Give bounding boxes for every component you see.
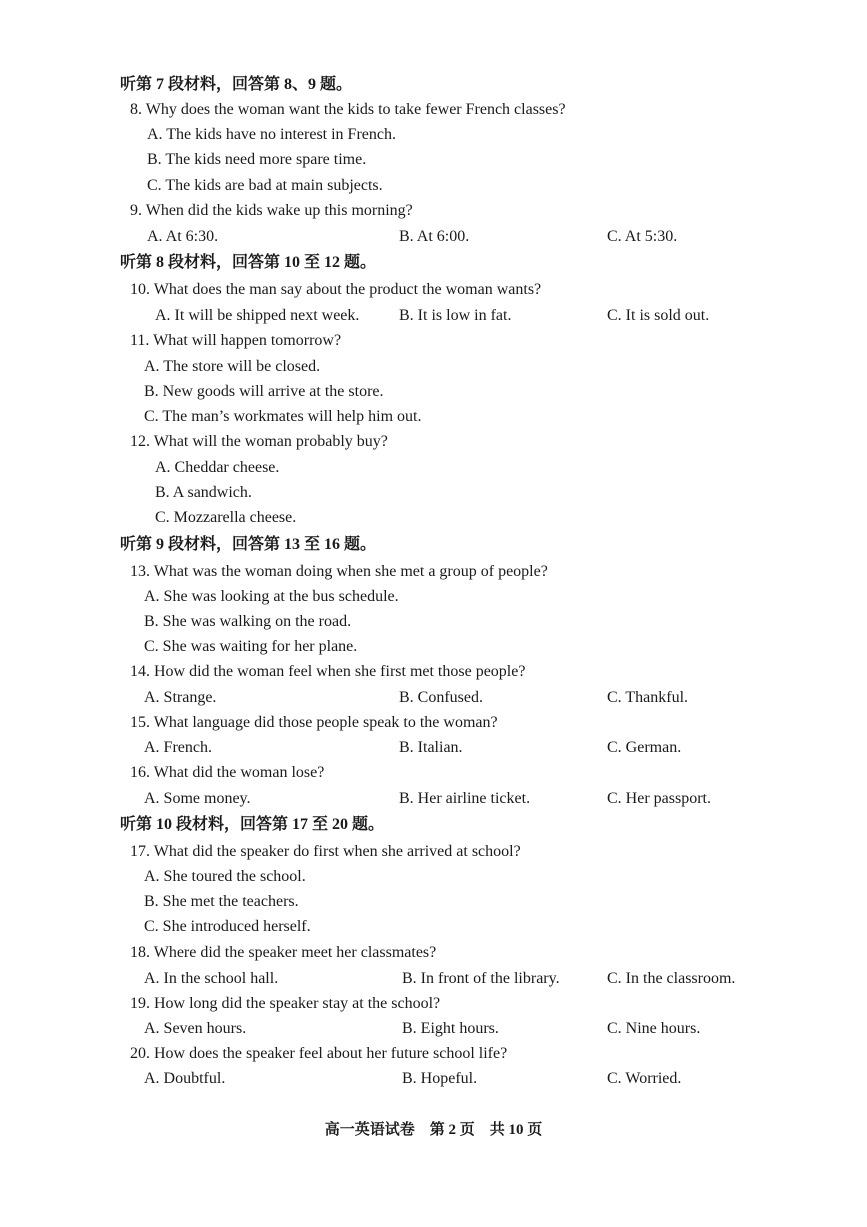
question-stem: 11. What will happen tomorrow? xyxy=(130,332,342,349)
answer-option: B. She met the teachers. xyxy=(144,893,299,910)
answer-option: A. She toured the school. xyxy=(144,868,306,885)
question-stem: 15. What language did those people speak to the woman? xyxy=(130,714,498,731)
answer-option: A. The store will be closed. xyxy=(144,358,321,375)
section-heading: 听第 8 段材料，回答第 10 至 12 题。 xyxy=(120,254,377,271)
answer-option: C. She introduced herself. xyxy=(144,918,311,935)
answer-option: B. The kids need more spare time. xyxy=(147,151,367,168)
question-stem: 12. What will the woman probably buy? xyxy=(130,433,388,450)
answer-option: A. Seven hours. xyxy=(144,1020,247,1037)
answer-option: B. Her airline ticket. xyxy=(399,790,531,807)
answer-option: B. Italian. xyxy=(399,739,463,756)
question-stem: 14. How did the woman feel when she first met those people? xyxy=(130,663,526,680)
answer-option: B. At 6:00. xyxy=(399,228,470,245)
question-stem: 19. How long did the speaker stay at the school? xyxy=(130,995,441,1012)
answer-option: C. Nine hours. xyxy=(607,1020,701,1037)
question-stem: 8. Why does the woman want the kids to take fewer French classes? xyxy=(130,101,566,118)
answer-option: A. The kids have no interest in French. xyxy=(147,126,396,143)
answer-option: C. Mozzarella cheese. xyxy=(155,509,297,526)
answer-option: C. At 5:30. xyxy=(607,228,678,245)
answer-option: A. Cheddar cheese. xyxy=(155,459,280,476)
answer-option: B. New goods will arrive at the store. xyxy=(144,383,384,400)
answer-option: A. At 6:30. xyxy=(147,228,219,245)
answer-option: B. She was walking on the road. xyxy=(144,613,352,630)
section-heading: 听第 10 段材料，回答第 17 至 20 题。 xyxy=(120,816,385,833)
question-stem: 10. What does the man say about the product the woman wants? xyxy=(130,281,542,298)
answer-option: C. Her passport. xyxy=(607,790,711,807)
answer-option: A. French. xyxy=(144,739,212,756)
question-stem: 16. What did the woman lose? xyxy=(130,764,325,781)
question-stem: 18. Where did the speaker meet her classmates? xyxy=(130,944,437,961)
section-heading: 听第 7 段材料，回答第 8、9 题。 xyxy=(120,76,353,93)
answer-option: B. Hopeful. xyxy=(402,1070,478,1087)
answer-option: A. Strange. xyxy=(144,689,217,706)
question-stem: 13. What was the woman doing when she met a group of people? xyxy=(130,563,548,580)
answer-option: C. The man’s workmates will help him out. xyxy=(144,408,422,425)
answer-option: C. In the classroom. xyxy=(607,970,736,987)
question-stem: 17. What did the speaker do first when she arrived at school? xyxy=(130,843,521,860)
answer-option: B. A sandwich. xyxy=(155,484,252,501)
answer-option: C. The kids are bad at main subjects. xyxy=(147,177,383,194)
page-footer: 高一英语试卷 第 2 页 共 10 页 xyxy=(324,1122,543,1138)
question-stem: 9. When did the kids wake up this morning? xyxy=(130,202,413,219)
question-stem: 20. How does the speaker feel about her future school life? xyxy=(130,1045,508,1062)
answer-option: A. Doubtful. xyxy=(144,1070,226,1087)
section-heading: 听第 9 段材料，回答第 13 至 16 题。 xyxy=(120,536,377,553)
answer-option: B. Eight hours. xyxy=(402,1020,499,1037)
answer-option: C. It is sold out. xyxy=(607,307,710,324)
answer-option: A. In the school hall. xyxy=(144,970,279,987)
answer-option: A. It will be shipped next week. xyxy=(155,307,360,324)
answer-option: C. German. xyxy=(607,739,682,756)
answer-option: C. Thankful. xyxy=(607,689,689,706)
answer-option: B. Confused. xyxy=(399,689,483,706)
answer-option: C. Worried. xyxy=(607,1070,682,1087)
answer-option: B. It is low in fat. xyxy=(399,307,512,324)
answer-option: B. In front of the library. xyxy=(402,970,560,987)
answer-option: A. She was looking at the bus schedule. xyxy=(144,588,399,605)
answer-option: A. Some money. xyxy=(144,790,251,807)
answer-option: C. She was waiting for her plane. xyxy=(144,638,358,655)
